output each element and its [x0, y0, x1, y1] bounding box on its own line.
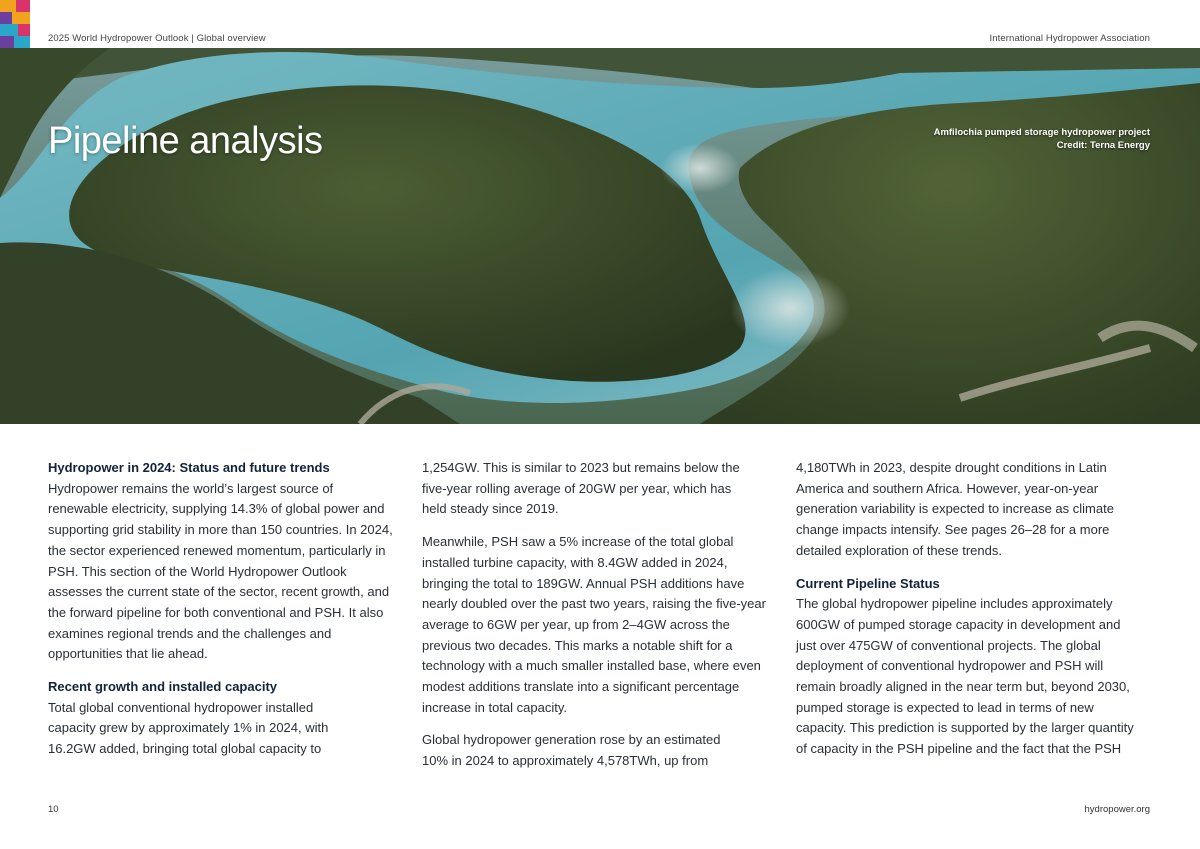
photo-caption-title: Amfilochia pumped storage hydropower project [933, 127, 1150, 138]
iha-logo-icon [0, 0, 30, 48]
paragraph-generation-line: generation variability is expected to increase as climate [796, 501, 1114, 517]
paragraph-growth-1-line: capacity grew by approximately 1% in 2024, with [48, 720, 329, 736]
text-column-3 [796, 458, 1142, 760]
footer-site-link[interactable]: hydropower.org [1084, 804, 1150, 815]
running-header-left: 2025 World Hydropower Outlook | Global overview [48, 33, 266, 44]
hero-photo [0, 48, 1200, 424]
paragraph-psh: Meanwhile, PSH saw a 5% increase of the total global installed turbine capacity, with 8.4GW added in 2024, bringing the total to 189GW. Annual PSH additions have nearly doubled over the past two years, raising the five-year average to 6GW per year, up from 2–4GW across the previous two decades. This marks a notable shift for a technology with a much smaller installed base, where even modest additions translate into a significant percentage increase in total capacity. [422, 534, 766, 715]
page-number: 10 [48, 804, 59, 815]
paragraph-generation-start [422, 730, 768, 771]
text-column-1 [48, 458, 394, 760]
paragraph-status: Hydropower remains the world’s largest source of renewable electricity, supplying 14.3% of global power and supporting grid stability in more than 150 countries. In 2024, the sector experienced renewed momentum, particularly in PSH. This section of the World Hydropower Outlook assesses the current state of the sector, recent growth, and the forward pipeline for both conventional and PSH. It also examines regional trends and the challenges and opportunities that lie ahead. [48, 480, 393, 662]
page-title: Pipeline analysis [48, 120, 323, 162]
paragraph-pipeline: The global hydropower pipeline includes approximately 600GW of pumped storage capacity in development and just over 475GW of conventional projects. The global deployment of conventional hydropower and PSH will remain broadly aligned in the near term but, beyond 2030, pumped storage is expected to lead in terms of new capacity. This prediction is supported by the larger quantity of capacity in the PSH pipeline and the fact that the PSH [796, 596, 1134, 757]
section-heading-pipeline: Current Pipeline Status [796, 575, 940, 591]
paragraph-growth-1-line: 1,254GW. This is similar to 2023 but remains below the [422, 460, 740, 475]
paragraph-growth-1-line: held steady since 2019. [422, 501, 559, 517]
photo-caption [934, 126, 1150, 152]
river-landscape-image [0, 48, 1200, 424]
paragraph-generation-end [796, 458, 1142, 562]
paragraph-generation-line: change impacts intensify. See pages 26–28 for a more [796, 522, 1110, 538]
paragraph-generation-line: detailed exploration of these trends. [796, 542, 1002, 558]
running-header-right: International Hydropower Association [989, 33, 1150, 44]
text-column-2 [422, 458, 768, 772]
paragraph-generation-line: 4,180TWh in 2023, despite drought conditions in Latin [796, 460, 1107, 475]
paragraph-generation-line: 10% in 2024 to approximately 4,578TWh, up from [422, 753, 709, 769]
paragraph-generation-line: Global hydropower generation rose by an estimated [422, 732, 721, 748]
paragraph-growth-1-line: Total global conventional hydropower installed [48, 699, 314, 715]
paragraph-growth-1-end [422, 458, 768, 520]
section-heading-growth: Recent growth and installed capacity [48, 679, 277, 695]
paragraph-generation-line: America and southern Africa. However, year-on-year [796, 480, 1099, 496]
paragraph-growth-1-line: 16.2GW added, bringing total global capacity to [48, 741, 322, 757]
paragraph-growth-1-line: five-year rolling average of 20GW per year, which has [422, 480, 732, 496]
paragraph-growth-1-start [48, 698, 394, 760]
section-heading-status: Hydropower in 2024: Status and future trends [48, 460, 330, 475]
photo-credit: Credit: Terna Energy [1056, 140, 1150, 151]
